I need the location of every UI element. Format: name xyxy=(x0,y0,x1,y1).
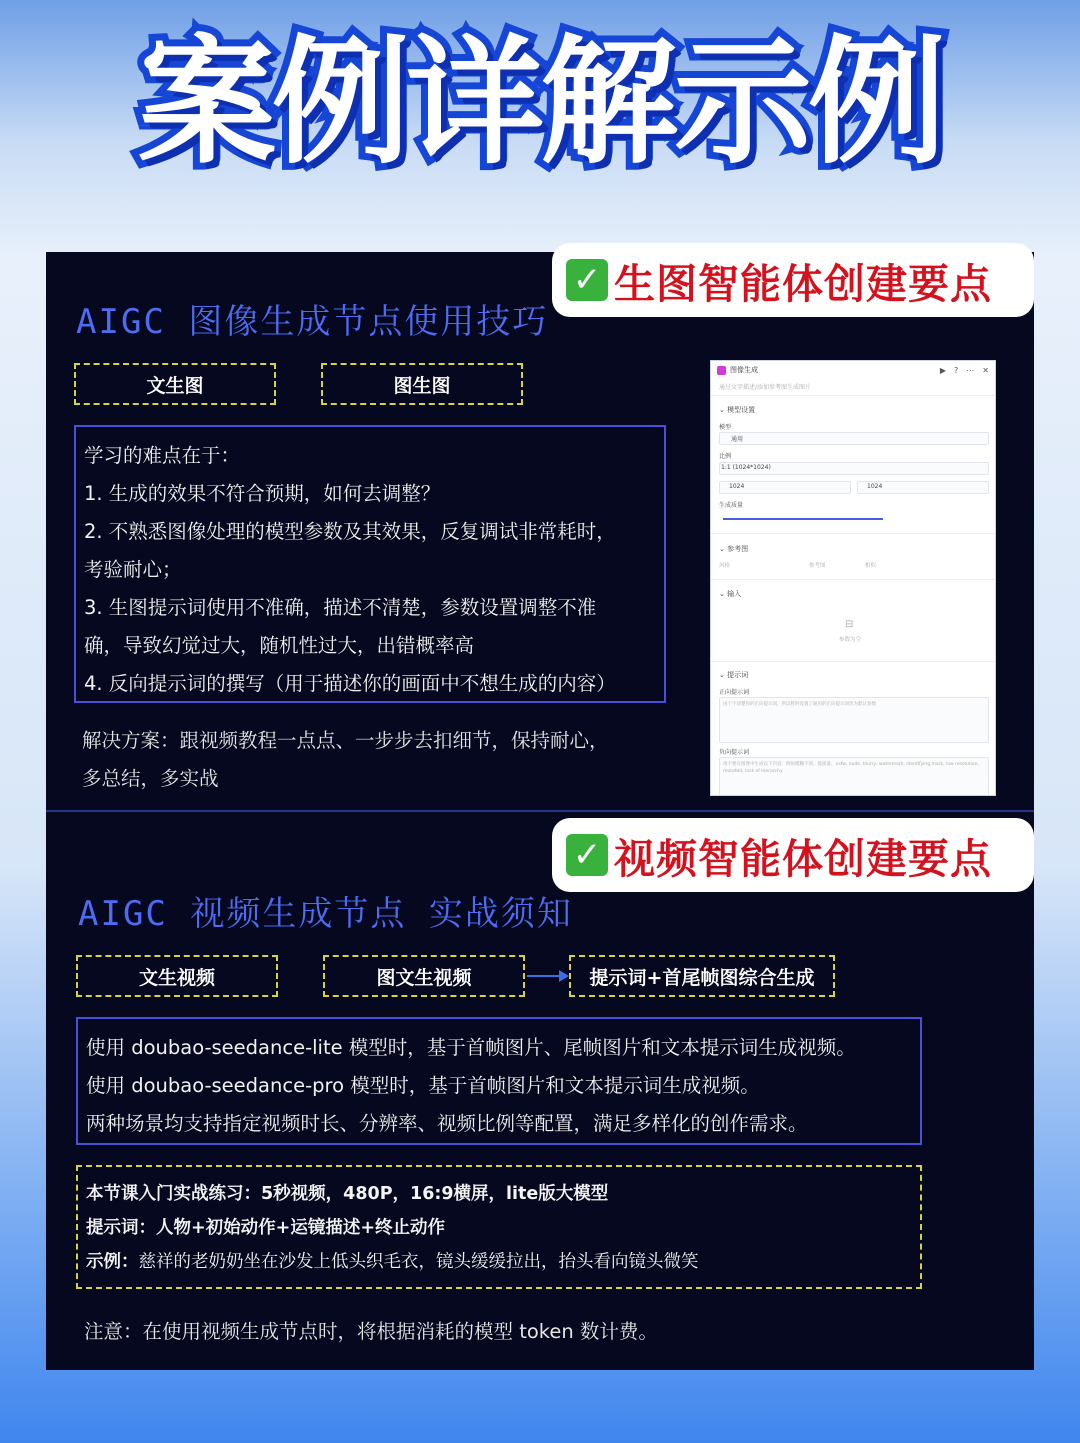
solution-text xyxy=(82,722,609,798)
model-value: 通用 xyxy=(731,436,744,443)
tag-text-to-video: 文生视频 xyxy=(76,955,278,997)
chevron-down-icon: ⌄ xyxy=(719,671,728,679)
solution-line: 多总结，多实战 xyxy=(82,767,219,790)
close-icon: ✕ xyxy=(982,365,989,375)
negative-label: 负向提示词 xyxy=(719,749,750,756)
info-line: 使用 doubao-seedance-lite 模型时，基于首帧图片、尾帧图片和文本提示词生成视频。 xyxy=(86,1036,856,1059)
difficulty-line: 1. 生成的效果不符合预期，如何去调整？ xyxy=(84,482,441,505)
play-icon: ▶ xyxy=(939,365,947,375)
arrow-icon xyxy=(527,975,567,977)
practice-line: 提示词：人物+初始动作+运镜描述+终止动作 xyxy=(86,1218,445,1238)
difficulty-box xyxy=(74,425,666,703)
quality-label: 生成质量 xyxy=(719,502,744,509)
more-icon: ⋯ xyxy=(966,365,975,375)
difficulty-line: 确，导致幻觉过大，随机性过大，出错概率高 xyxy=(84,634,475,657)
chevron-down-icon: ⌄ xyxy=(719,545,728,553)
screenshot-subtitle: 通过文字描述/添加参考图生成图片 xyxy=(719,384,812,391)
positive-label: 正向提示词 xyxy=(719,689,750,696)
info-line: 使用 doubao-seedance-pro 模型时，基于首帧图片和文本提示词生成视频。 xyxy=(86,1074,760,1097)
solution-line: 解决方案：跟视频教程一点点、一步步去扣细节，保持耐心， xyxy=(82,729,609,752)
billing-note: 注意：在使用视频生成节点时，将根据消耗的模型 token 数计费。 xyxy=(84,1320,658,1343)
tag-text-to-image: 文生图 xyxy=(74,363,276,405)
ref-col: 参考图 xyxy=(809,563,826,569)
tag-image-text-to-video: 图文生视频 xyxy=(323,955,525,997)
chevron-down-icon: ⌄ xyxy=(719,590,728,598)
difficulty-line: 3. 生图提示词使用不准确，描述不清楚，参数设置调整不准 xyxy=(84,596,597,619)
video-section-heading: AIGC 视频生成节点 实战须知 xyxy=(78,894,573,934)
practice-line: 本节课入门实战练习：5秒视频，480P，16:9横屏，lite版大模型 xyxy=(86,1184,609,1204)
model-select xyxy=(719,432,989,445)
screenshot-header xyxy=(711,361,995,379)
width-value: 1024 xyxy=(729,483,745,490)
difficulty-line: 学习的难点在于： xyxy=(84,444,241,467)
model-info-box xyxy=(76,1017,922,1145)
ref-col: 风格 xyxy=(719,563,731,569)
difficulty-line: 4. 反向提示词的撰写（用于描述你的画面中不想生成的内容） xyxy=(84,672,616,695)
info-line: 两种场景均支持指定视频时长、分辨率、视频比例等配置，满足多样化的创作需求。 xyxy=(86,1112,808,1135)
video-badge-text: 视频智能体创建要点 xyxy=(614,834,992,883)
image-app-icon xyxy=(717,366,726,375)
main-title: 案例详解示例 xyxy=(137,22,942,183)
input-label: ⌄ 输入 xyxy=(719,590,742,598)
ratio-label: 比例 xyxy=(719,453,732,460)
check-icon: ✓ xyxy=(566,834,608,876)
reference-label: ⌄ 参考图 xyxy=(719,545,749,553)
prompt-label: ⌄ 提示词 xyxy=(719,671,749,679)
quality-slider xyxy=(723,518,883,520)
image-badge xyxy=(552,243,1034,317)
tag-combined-generation: 提示词+首尾帧图综合生成 xyxy=(569,955,835,997)
height-value: 1024 xyxy=(867,483,883,490)
param-empty: 参数为空 xyxy=(839,637,862,643)
ratio-value: 1:1 (1024*1024) xyxy=(721,464,771,471)
practice-box xyxy=(76,1165,922,1289)
ref-col: 相似 xyxy=(865,563,877,569)
empty-box-icon: ⊟ xyxy=(845,619,854,630)
tag-image-to-image: 图生图 xyxy=(321,363,523,405)
check-icon: ✓ xyxy=(566,259,608,301)
negative-placeholder: 请不要在图像中生成以下内容：例如模糊不清、低质量、nsfw, nude, blurry, watermark, identifying mark, low resolution, mutated, lack of hierarchy xyxy=(723,762,979,774)
section-divider xyxy=(46,810,1034,812)
difficulty-line: 考验耐心； xyxy=(84,558,182,581)
model-label: 模型 xyxy=(719,424,732,431)
chevron-down-icon: ⌄ xyxy=(719,406,728,414)
difficulty-line: 2. 不熟悉图像处理的模型参数及其效果，反复调试非常耗时， xyxy=(84,520,616,543)
image-section-heading: AIGC 图像生成节点使用技巧 xyxy=(76,302,549,342)
model-settings-label: ⌄ 模型设置 xyxy=(719,406,756,414)
image-node-screenshot xyxy=(710,360,996,796)
image-badge-text: 生图智能体创建要点 xyxy=(614,259,992,308)
screenshot-title: 图像生成 xyxy=(730,366,758,374)
positive-placeholder: 由于不清楚你的正向提示词，所以暂时设置了通用的正向提示词作为默认参数 xyxy=(723,702,876,707)
practice-line: 示例：慈祥的老奶奶坐在沙发上低头织毛衣，镜头缓缓拉出，抬头看向镜头微笑 xyxy=(86,1252,699,1272)
video-badge xyxy=(552,818,1034,892)
help-icon: ? xyxy=(954,365,959,375)
